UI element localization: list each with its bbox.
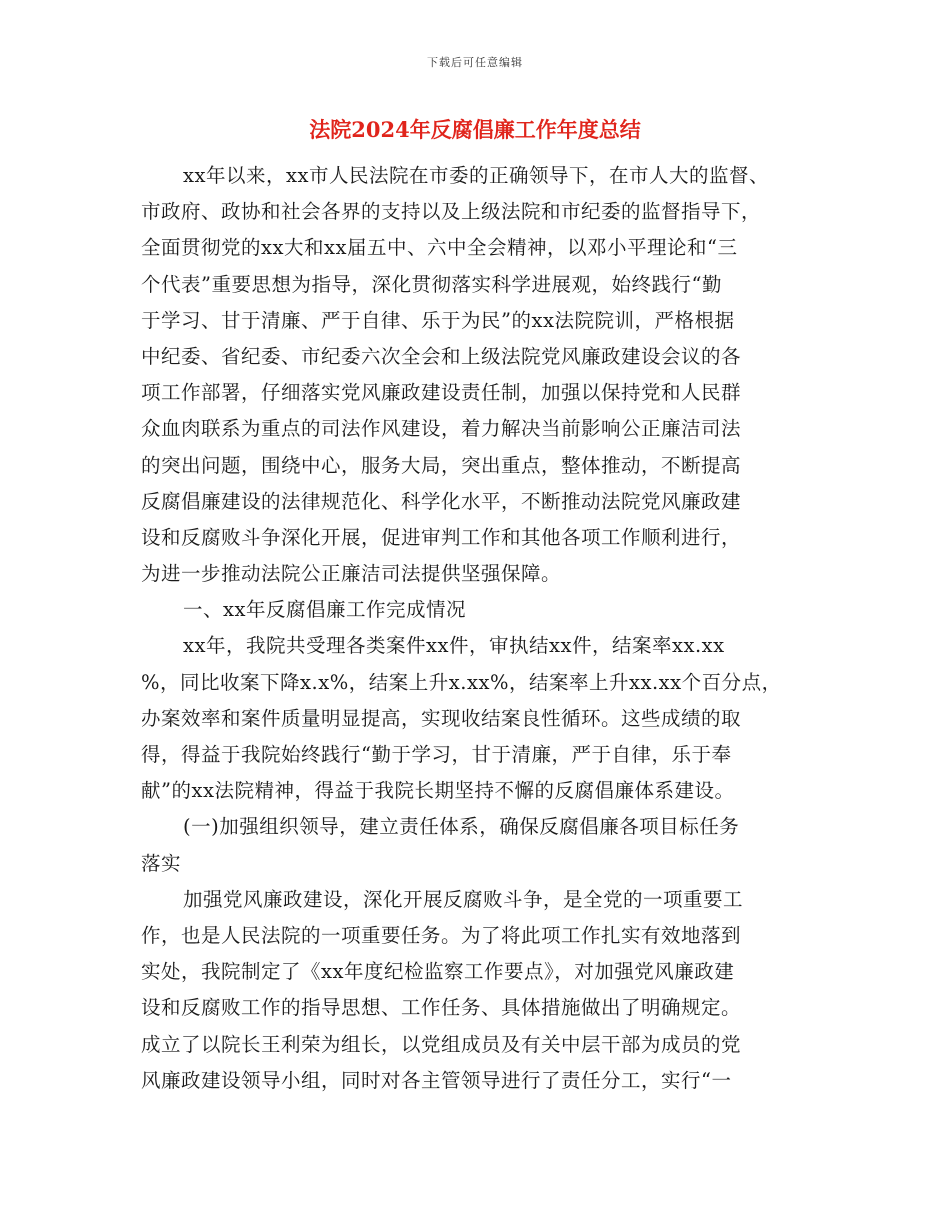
text-line: 个代表”重要思想为指导，深化贯彻落实科学进展观，始终践行“勤	[141, 272, 722, 296]
text-line: 成立了以院长王利荣为组长，以党组成员及有关中层干部为成员的党	[141, 1032, 742, 1056]
text-line: 实处，我院制定了《xx年度纪检监察工作要点》，对加强党风廉政建	[141, 960, 735, 984]
text-line: 中纪委、省纪委、市纪委六次全会和上级法院党风廉政建设会议的各	[141, 344, 742, 368]
text-line: 众血肉联系为重点的司法作风建设，着力解决当前影响公正廉洁司法	[141, 417, 742, 441]
text-line: 办案效率和案件质量明显提高，实现收结案良性循环。这些成绩的取	[141, 706, 742, 730]
text-line: 于学习、甘于清廉、严于自律、乐于为民”的xx法院院训，严格根据	[141, 308, 735, 332]
text-line: 得，得益于我院始终践行“勤于学习，甘于清廉，严于自律，乐于奉	[141, 743, 732, 766]
text-line: 作，也是人民法院的一项重要任务。为了将此项工作扎实有效地落到	[141, 923, 742, 947]
header-note: 下载后可任意编辑	[427, 56, 523, 69]
text-line: %，同比收案下降x.x%，结案上升x.xx%，结案率上升xx.xx个百分点，	[141, 670, 782, 694]
text-line: 加强党风廉政建设，深化开展反腐败斗争，是全党的一项重要工	[183, 887, 744, 911]
text-line: 项工作部署，仔细落实党风廉政建设责任制，加强以保持党和人民群	[141, 381, 742, 405]
document-title: 法院2024年反腐倡廉工作年度总结	[309, 117, 641, 142]
text-line: 一、xx年反腐倡廉工作完成情况	[183, 598, 466, 622]
text-line: xx年以来，xx市人民法院在市委的正确领导下，在市人大的监督、	[183, 164, 769, 187]
text-line: 的突出问题，围绕中心，服务大局，突出重点，整体推动，不断提高	[141, 453, 742, 477]
text-line: 设和反腐败工作的指导思想、工作任务、具体措施做出了明确规定。	[141, 996, 742, 1020]
text-line: 献”的xx法院精神，得益于我院长期坚持不懈的反腐倡廉体系建设。	[141, 779, 735, 803]
text-line: 设和反腐败斗争深化开展，促进审判工作和其他各项工作顺利进行，	[141, 525, 742, 549]
text-line: 反腐倡廉建设的法律规范化、科学化水平，不断推动法院党风廉政建	[141, 489, 742, 513]
text-line: 全面贯彻党的xx大和xx届五中、六中全会精神，以邓小平理论和“三	[141, 236, 738, 260]
text-line: (一)加强组织领导，建立责任体系，确保反腐倡廉各项目标任务	[183, 815, 740, 839]
text-line: 市政府、政协和社会各界的支持以及上级法院和市纪委的监督指导下，	[141, 200, 762, 224]
text-line: 落实	[141, 851, 182, 875]
text-line: 为进一步推动法院公正廉洁司法提供坚强保障。	[141, 562, 562, 586]
text-line: 风廉政建设领导小组，同时对各主管领导进行了责任分工，实行“一	[141, 1068, 732, 1092]
text-line: xx年，我院共受理各类案件xx件，审执结xx件，结案率xx.xx	[183, 634, 725, 658]
document-body	[141, 158, 821, 1099]
